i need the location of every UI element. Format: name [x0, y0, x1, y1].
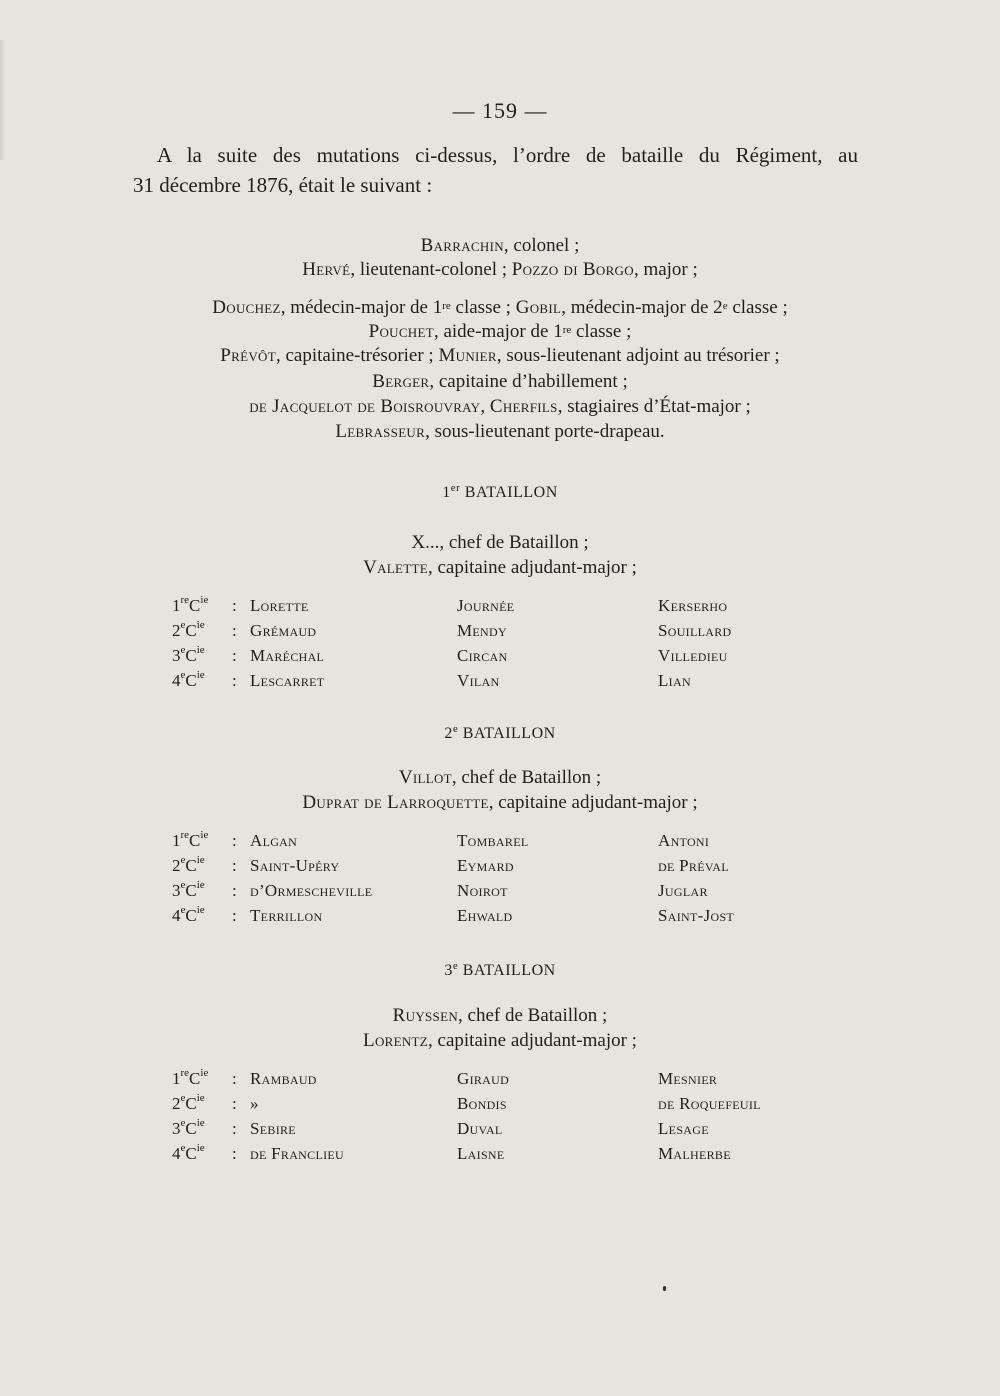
lieutenant-name: Bondis — [457, 1094, 507, 1113]
battalion-chef — [0, 1003, 1000, 1028]
staff-line — [0, 370, 1000, 394]
staff-role: , sous-lieutenant adjoint au trésorier ; — [496, 345, 780, 366]
staff-role: , stagiaires d’État-major ; — [557, 396, 751, 417]
sous-lieutenant-name: Juglar — [658, 881, 708, 900]
staff-role: , — [480, 396, 490, 417]
superscript: re — [180, 829, 190, 841]
officer-role: , chef de Bataillon ; — [451, 767, 602, 788]
captain-name: Lorette — [250, 596, 309, 615]
officer-name: Munier — [438, 345, 497, 366]
sous-lieutenant-name: Antoni — [658, 831, 710, 850]
superscript: ie — [196, 1092, 205, 1104]
company-label — [172, 856, 205, 876]
superscript: ie — [200, 594, 209, 606]
staff-line — [0, 395, 1000, 419]
colon-separator: : — [232, 1144, 237, 1163]
staff-line — [0, 344, 1000, 368]
company-number: 3 — [172, 646, 181, 665]
officer-name: Lebrasseur — [335, 421, 426, 442]
colon-separator: : — [232, 831, 237, 850]
battalion-adjudant — [0, 790, 1000, 815]
captain-name: Maréchal — [250, 646, 325, 665]
company-abbrev: C — [185, 646, 197, 665]
company-row — [0, 1144, 1000, 1168]
officer-name: Cherfils — [489, 396, 558, 417]
superscript: ie — [196, 619, 205, 631]
officer-role: , capitaine adjudant-major ; — [428, 557, 637, 578]
superscript: re — [442, 300, 451, 312]
superscript: e — [180, 904, 186, 916]
officer-name: X... — [411, 532, 440, 553]
intro-line-1: A la suite des mutations ci-dessus, l’ordre de bataille du Régiment, au — [157, 143, 858, 167]
company-label — [172, 881, 205, 901]
staff-line — [0, 234, 1000, 258]
captain-name: Rambaud — [250, 1069, 317, 1088]
superscript: e — [722, 300, 728, 312]
company-label — [172, 671, 205, 691]
battalion-number: 2 — [444, 725, 453, 742]
captain-name: » — [250, 1094, 259, 1113]
lieutenant-name: Giraud — [457, 1069, 510, 1088]
company-row — [0, 881, 1000, 905]
superscript: e — [180, 619, 186, 631]
battalion-heading — [0, 484, 1000, 502]
staff-line — [0, 258, 1000, 282]
lieutenant-name: Ehwald — [457, 906, 513, 925]
captain-name: Saint-Upéry — [250, 856, 340, 875]
company-label — [172, 596, 208, 616]
company-number: 4 — [172, 671, 181, 690]
superscript: ie — [196, 879, 205, 891]
officer-role: , capitaine adjudant-major ; — [488, 792, 698, 813]
superscript: ie — [196, 904, 205, 916]
lieutenant-name: Noirot — [457, 881, 508, 900]
staff-role: classe ; — [727, 297, 788, 318]
captain-name: Algan — [250, 831, 298, 850]
company-row — [0, 1119, 1000, 1143]
ink-speck — [663, 1286, 666, 1291]
superscript: ie — [196, 1117, 205, 1129]
sous-lieutenant-name: Lesage — [658, 1119, 709, 1138]
superscript: ie — [196, 669, 205, 681]
colon-separator: : — [232, 856, 237, 875]
battalion-title: BATAILLON — [458, 962, 556, 979]
battalion-number: 1 — [442, 484, 451, 501]
company-label — [172, 621, 205, 641]
officer-name: Villot — [398, 767, 452, 788]
company-abbrev: C — [185, 1119, 197, 1138]
colon-separator: : — [232, 1069, 237, 1088]
lieutenant-name: Laisne — [457, 1144, 505, 1163]
intro-line-2: 31 décembre 1876, était le suivant : — [133, 173, 433, 197]
sous-lieutenant-name: de Préval — [658, 856, 729, 875]
superscript: e — [180, 669, 186, 681]
sous-lieutenant-name: Malherbe — [658, 1144, 731, 1163]
company-abbrev: C — [185, 856, 197, 875]
staff-role: , aide-major de 1 — [433, 321, 563, 342]
company-row — [0, 831, 1000, 855]
staff-role: , colonel ; — [503, 235, 580, 256]
company-abbrev: C — [185, 881, 197, 900]
battalion-title: BATAILLON — [460, 484, 558, 501]
superscript: ie — [200, 829, 209, 841]
officer-name: Gobil — [515, 297, 562, 318]
company-label — [172, 906, 205, 926]
intro-paragraph — [133, 140, 858, 200]
colon-separator: : — [232, 596, 237, 615]
sous-lieutenant-name: Souillard — [658, 621, 732, 640]
superscript: re — [562, 324, 572, 336]
officer-name: Valette — [363, 557, 428, 578]
captain-name: Sebire — [250, 1119, 296, 1138]
company-abbrev: C — [185, 1094, 197, 1113]
superscript: e — [180, 1142, 186, 1154]
officer-name: Pozzo di Borgo — [511, 259, 634, 280]
colon-separator: : — [232, 881, 237, 900]
battalion-number: 3 — [444, 962, 453, 979]
battalion-adjudant — [0, 555, 1000, 580]
staff-role: , capitaine d’habillement ; — [429, 371, 628, 392]
officer-name: Hervé — [302, 259, 351, 280]
company-number: 1 — [172, 831, 181, 850]
lieutenant-name: Vilan — [457, 671, 500, 690]
company-abbrev: C — [185, 906, 197, 925]
officer-name: Lorentz — [363, 1030, 429, 1051]
company-abbrev: C — [189, 596, 201, 615]
superscript: e — [180, 644, 186, 656]
superscript: e — [180, 1092, 186, 1104]
company-number: 2 — [172, 856, 181, 875]
lieutenant-name: Journée — [457, 596, 515, 615]
company-label — [172, 646, 205, 666]
officer-name: Barrachin — [420, 235, 504, 256]
battalion-chef — [0, 530, 1000, 555]
superscript: ie — [196, 644, 205, 656]
company-number: 1 — [172, 1069, 181, 1088]
company-row — [0, 856, 1000, 880]
staff-role: classe ; — [450, 297, 516, 318]
staff-role: , sous-lieutenant porte-drapeau. — [425, 421, 665, 442]
superscript: ie — [200, 1067, 209, 1079]
officer-name: Douchez — [212, 297, 281, 318]
battalion-title: BATAILLON — [458, 725, 556, 742]
colon-separator: : — [232, 1094, 237, 1113]
sous-lieutenant-name: Kerserho — [658, 596, 728, 615]
officer-name: de Jacquelot de Boisrouvray — [249, 396, 481, 417]
company-row — [0, 646, 1000, 670]
superscript: er — [450, 482, 461, 494]
company-number: 3 — [172, 881, 181, 900]
company-row — [0, 906, 1000, 930]
colon-separator: : — [232, 646, 237, 665]
captain-name: Grémaud — [250, 621, 317, 640]
superscript: re — [180, 594, 190, 606]
sous-lieutenant-name: Saint-Jost — [658, 906, 735, 925]
company-label — [172, 831, 208, 851]
officer-name: Duprat de Larroquette — [302, 792, 489, 813]
staff-role: , médecin-major de 1 — [280, 297, 443, 318]
company-row — [0, 1069, 1000, 1093]
captain-name: d’Ormescheville — [250, 881, 373, 900]
superscript: e — [180, 854, 186, 866]
lieutenant-name: Tombarel — [457, 831, 529, 850]
page-number: — 159 — — [452, 98, 548, 123]
colon-separator: : — [232, 1119, 237, 1138]
company-label — [172, 1094, 205, 1114]
sous-lieutenant-name: de Roquefeuil — [658, 1094, 761, 1113]
superscript: ie — [196, 1142, 205, 1154]
sous-lieutenant-name: Villedieu — [658, 646, 728, 665]
officer-name: Berger — [372, 371, 430, 392]
lieutenant-name: Duval — [457, 1119, 503, 1138]
lieutenant-name: Circan — [457, 646, 508, 665]
company-number: 2 — [172, 621, 181, 640]
staff-line — [0, 320, 1000, 344]
officer-role: , capitaine adjudant-major ; — [428, 1030, 637, 1051]
company-row — [0, 671, 1000, 695]
staff-role: , capitaine-trésorier ; — [275, 345, 439, 366]
battalion-heading — [0, 725, 1000, 743]
sous-lieutenant-name: Mesnier — [658, 1069, 718, 1088]
battalion-chef — [0, 765, 1000, 790]
officer-name: Ruyssen — [392, 1005, 459, 1026]
company-abbrev: C — [185, 621, 197, 640]
staff-role: , médecin-major de 2 — [561, 297, 723, 318]
company-row — [0, 621, 1000, 645]
captain-name: Terrillon — [250, 906, 323, 925]
staff-line — [0, 296, 1000, 320]
company-number: 3 — [172, 1119, 181, 1138]
officer-name: Prévôt — [220, 345, 276, 366]
officer-role: , chef de Bataillon ; — [439, 532, 589, 553]
captain-name: Lescarret — [250, 671, 325, 690]
company-abbrev: C — [185, 671, 197, 690]
company-number: 2 — [172, 1094, 181, 1113]
company-label — [172, 1144, 205, 1164]
lieutenant-name: Mendy — [457, 621, 507, 640]
captain-name: de Franclieu — [250, 1144, 344, 1163]
company-label — [172, 1069, 208, 1089]
battalion-adjudant — [0, 1028, 1000, 1053]
superscript: re — [180, 1067, 190, 1079]
colon-separator: : — [232, 621, 237, 640]
officer-name: Pouchet — [368, 321, 434, 342]
company-abbrev: C — [189, 831, 201, 850]
staff-role: classe ; — [571, 321, 632, 342]
company-abbrev: C — [189, 1069, 201, 1088]
staff-line — [0, 420, 1000, 444]
battalion-heading — [0, 962, 1000, 980]
superscript: e — [180, 879, 186, 891]
lieutenant-name: Eymard — [457, 856, 514, 875]
company-abbrev: C — [185, 1144, 197, 1163]
staff-role: , major ; — [633, 259, 698, 280]
company-number: 4 — [172, 906, 181, 925]
staff-role: , lieutenant-colonel ; — [350, 259, 512, 280]
company-number: 1 — [172, 596, 181, 615]
superscript: e — [452, 960, 459, 972]
superscript: e — [452, 723, 459, 735]
company-label — [172, 1119, 205, 1139]
officer-role: , chef de Bataillon ; — [458, 1005, 608, 1026]
company-row — [0, 1094, 1000, 1118]
company-number: 4 — [172, 1144, 181, 1163]
company-row — [0, 596, 1000, 620]
sous-lieutenant-name: Lian — [658, 671, 691, 690]
superscript: e — [180, 1117, 186, 1129]
colon-separator: : — [232, 906, 237, 925]
colon-separator: : — [232, 671, 237, 690]
superscript: ie — [196, 854, 205, 866]
